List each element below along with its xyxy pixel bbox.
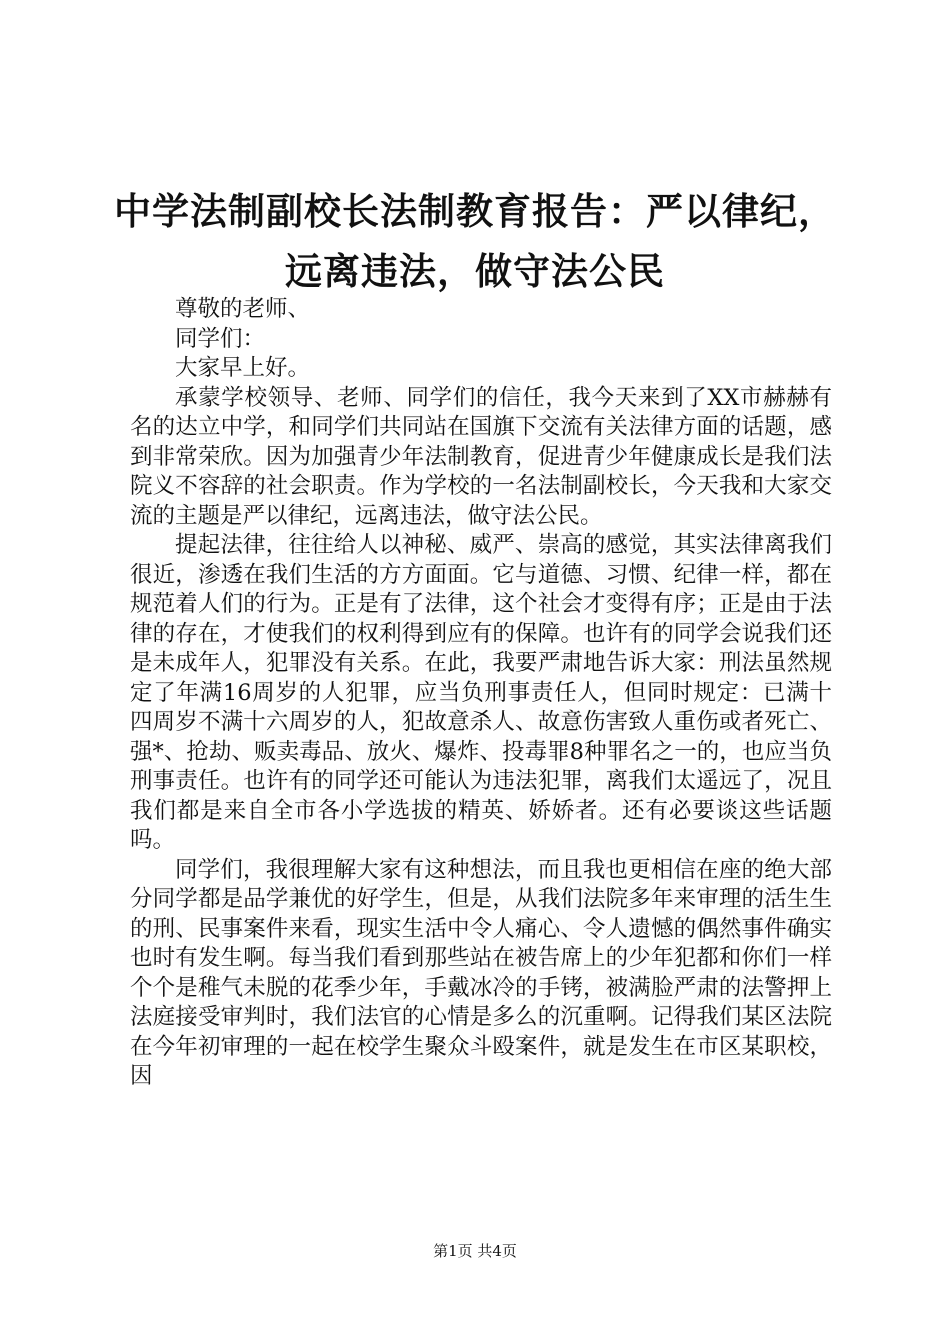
page-footer: 第1页 共4页 [433, 1242, 517, 1260]
document-title: 中学法制副校长法制教育报告：严以律纪，远离违法，做守法公民 [114, 190, 836, 293]
paragraph-cases: 同学们，我很理解大家有这种想法，而且我也更相信在座的绝大部分同学都是品学兼优的好学生，但是，从我们法院多年来审理的活生生的刑、民事案件来看，现实生活中令人痛心、令人遗憾的偶然事件确实也时有发生啊。每当我们看到那些站在被告席上的少年犯都和你们一样个个是稚气未脱的花季少年，手戴冰冷的手铐，被满脸严肃的法警押上法庭接受审判时，我们法官的心情是多么的沉重啊。记得我们某区法院在今年初审理的一起在校学生聚众斗殴案件，就是发生在市区某职校，因 [130, 856, 832, 1089]
document-body [130, 295, 832, 1092]
salutation-teachers: 尊敬的老师、 [175, 296, 311, 322]
salutation-students: 同学们： [175, 325, 266, 352]
greeting: 大家早上好。 [175, 355, 311, 381]
paragraph-intro: 承蒙学校领导、老师、同学们的信任，我今天来到了XX市赫赫有名的达立中学，和同学们共同站在国旗下交流有关法律方面的话题，感到非常荣欣。因为加强青少年法制教育，促进青少年健康成长是我们法院义不容辞的社会职责。作为学校的一名法制副校长，今天我和大家交流的主题是严以律纪，远离违法，做守法公民。 [130, 384, 832, 529]
paragraph-law: 提起法律，往往给人以神秘、威严、崇高的感觉，其实法律离我们很近，渗透在我们生活的方方面面。它与道德、习惯、纪律一样，都在规范着人们的行为。正是有了法律，这个社会才变得有序；正是由于法律的存在，才使我们的权利得到应有的保障。也许有的同学会说我们还是未成年人，犯罪没有关系。在此，我要严肃地告诉大家：刑法虽然规定了年满16周岁的人犯罪，应当负刑事责任人，但同时规定：已满十四周岁不满十六周岁的人，犯故意杀人、故意伤害致人重伤或者死亡、强*、抢劫、贩卖毒品、放火、爆炸、投毒罪8种罪名之一的，也应当负刑事责任。也许有的同学还可能认为违法犯罪，离我们太遥远了，况且我们都是来自全市各小学选拔的精英、娇娇者。还有必要谈这些话题吗。 [130, 532, 832, 853]
